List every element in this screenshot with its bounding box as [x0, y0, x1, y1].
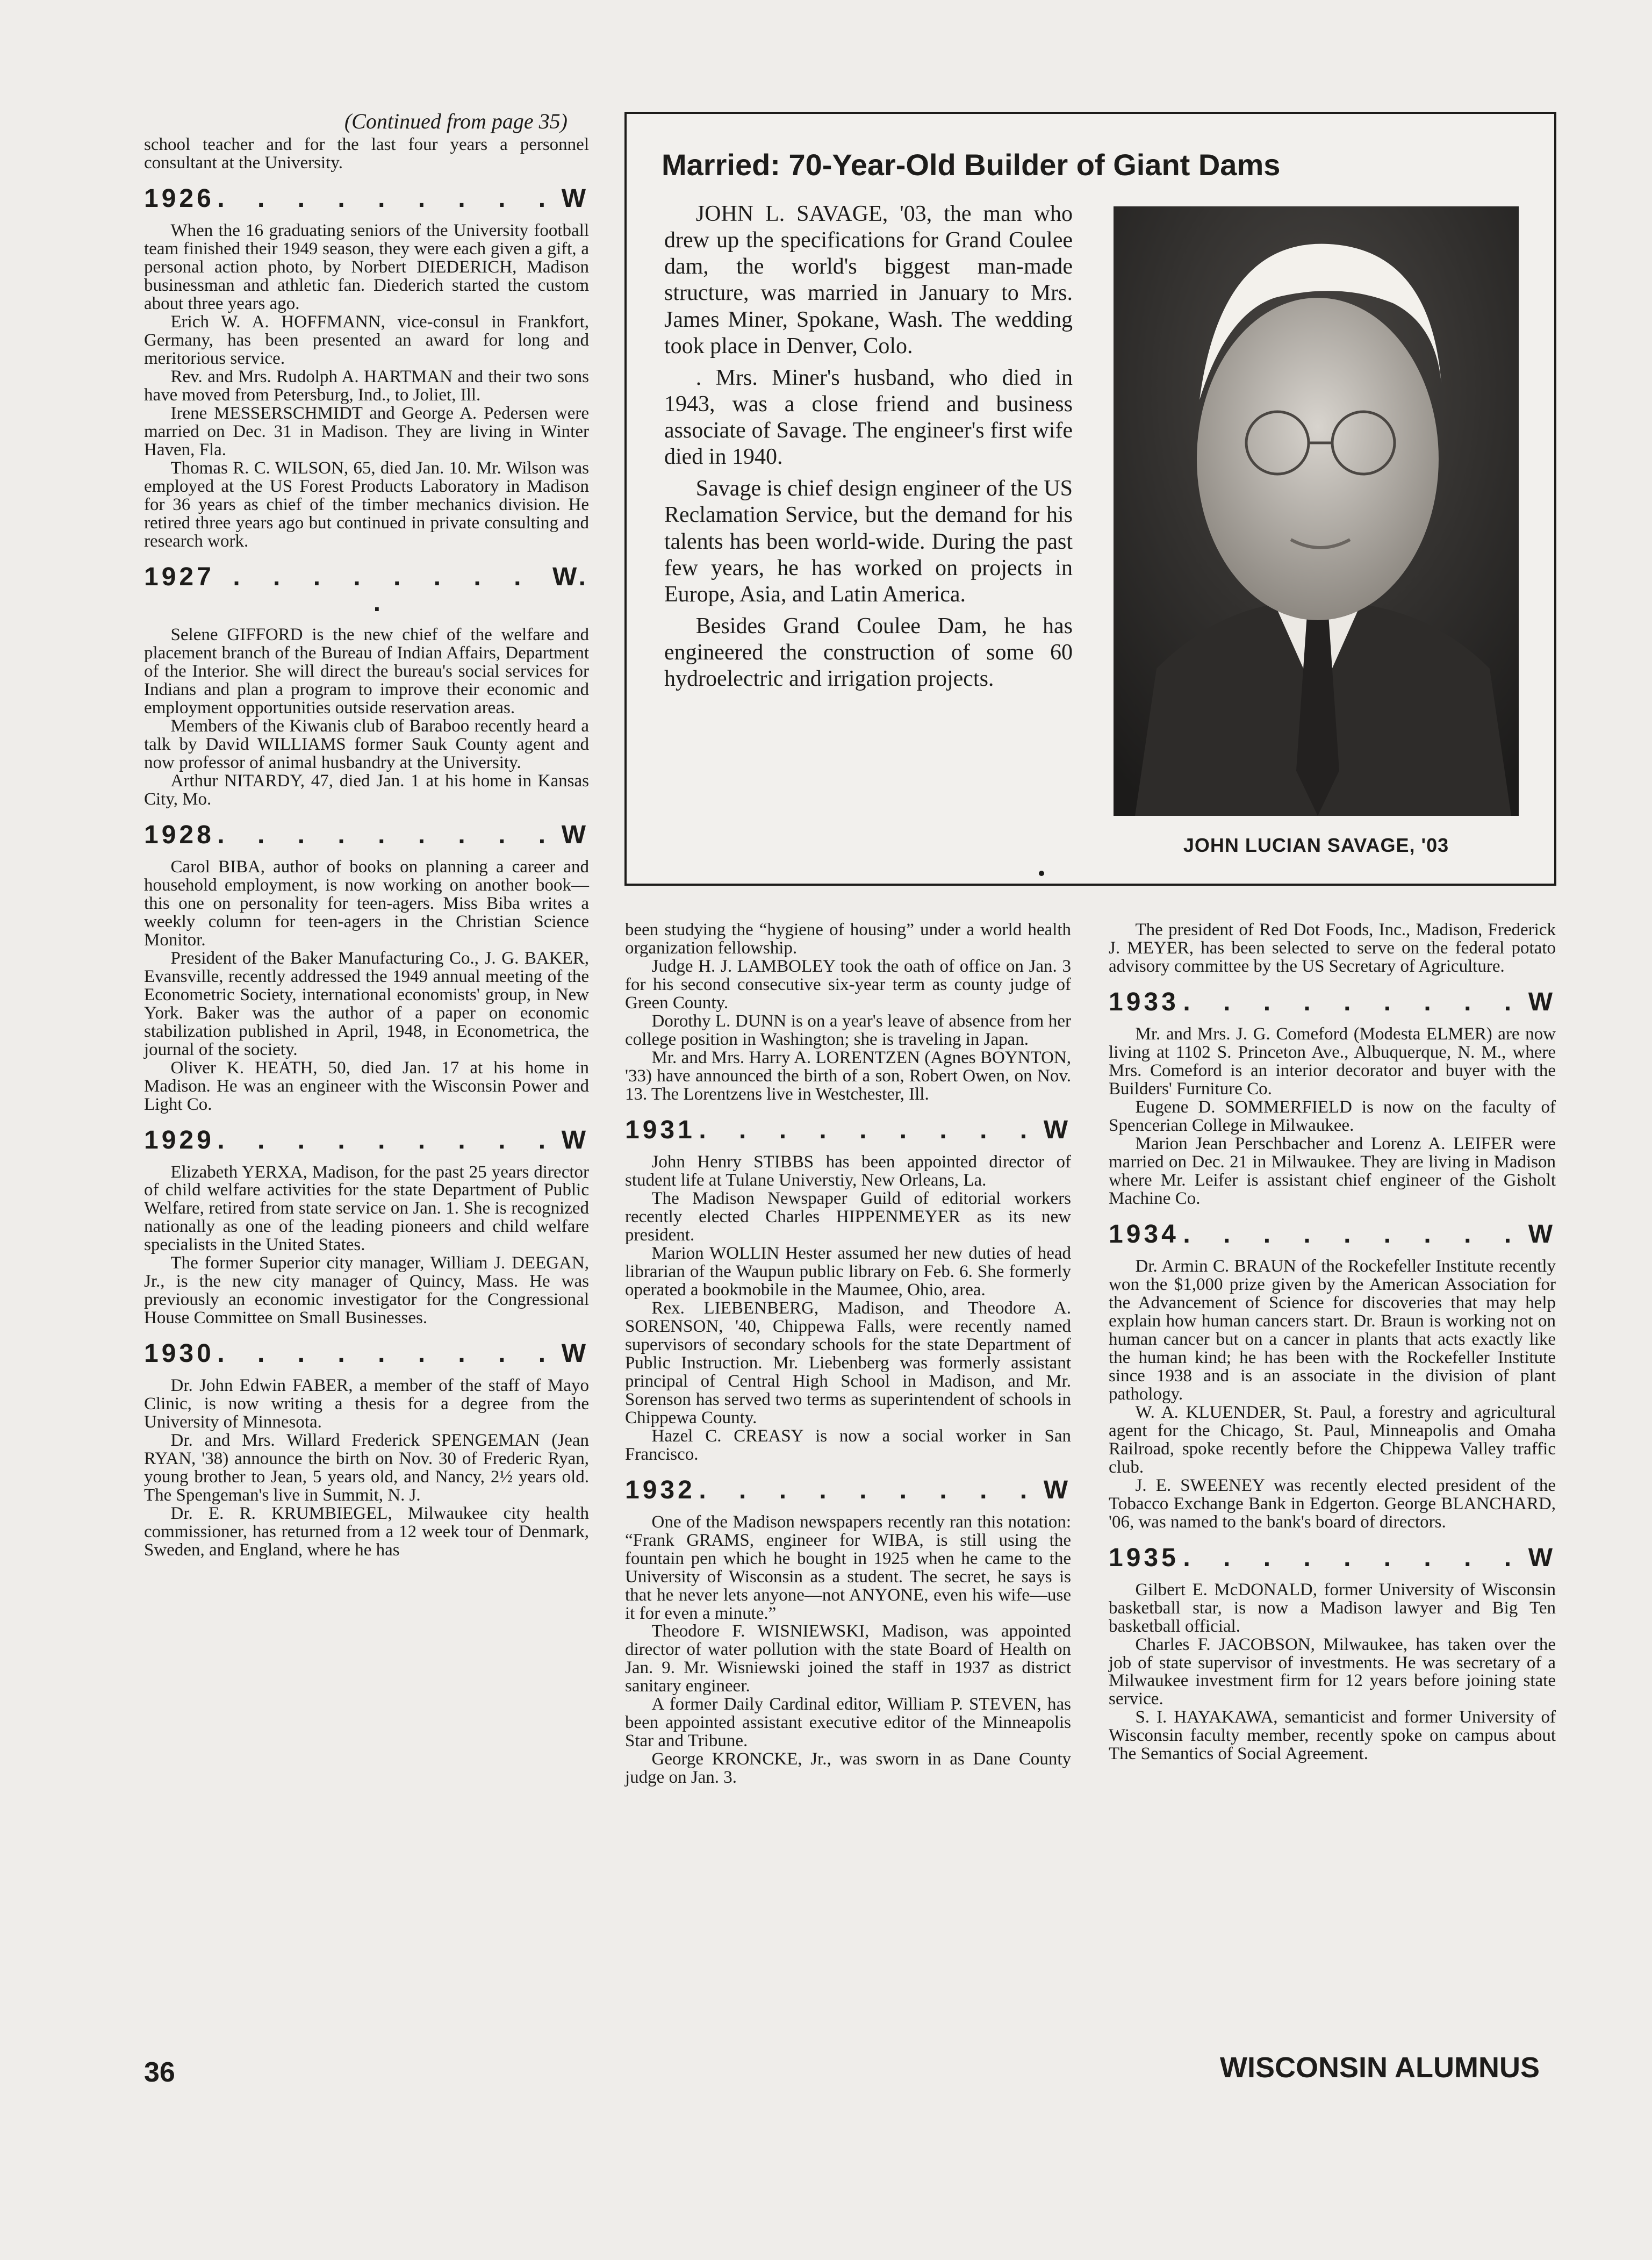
- news-item: Irene MESSERSCHMIDT and George A. Pedersen were married on Dec. 31 in Madison. They are living in Winter Haven, Fla.: [144, 404, 589, 460]
- news-item: Dr. Armin C. BRAUN of the Rockefeller Institute recently won the $1,000 prize given by the American Association for the Advancement of Science for discoveries that may help explain how human cancers start. Dr. Braun is working not on human cancer but on a cancer in plants that acts exactly like the human kind; he has been with the Rockefeller Institute since 1938 and is an associate in the division of plant pathology.: [1109, 1256, 1556, 1404]
- news-item: Marion Jean Perschbacher and Lorenz A. LEIFER were married on Dec. 21 in Milwaukee. They are living in Madison where Mr. Leifer is assistant chief engineer of the Gisholt Machine Co.: [1109, 1133, 1556, 1208]
- feature-paragraph: Savage is chief design engineer of the US Reclamation Service, but the demand for his talents has been world-wide. During the past few years, he has worked on projects in Europe, Asia, and Latin America.: [664, 476, 1073, 607]
- news-item: Mr. and Mrs. Harry A. LORENTZEN (Agnes BOYNTON, '33) have announced the birth of a son, Robert Owen, on Nov. 13. The Lorentzens live in Westchester, Ill.: [625, 1048, 1071, 1104]
- column-2: [625, 921, 1071, 1787]
- news-item: Mr. and Mrs. J. G. Comeford (Modesta ELMER) are now living at 1102 S. Princeton Ave., Albuquerque, N. M., where Mrs. Comeford is an interior decorator and buyer with the Builders' Furniture Co.: [1109, 1024, 1556, 1099]
- continued-note: (Continued from page 35): [344, 109, 568, 133]
- news-item: The president of Red Dot Foods, Inc., Madison, Frederick J. MEYER, has been selected to serve on the federal potato advisory committee by the US Secretary of Agriculture.: [1109, 920, 1556, 976]
- class-1932-heading: 1932 . . . . . . . . . W: [625, 1475, 1071, 1504]
- news-item: S. I. HAYAKAWA, semanticist and former University of Wisconsin faculty member, recently spoke on campus about The Semantics of Social Agreement.: [1109, 1707, 1556, 1764]
- column-1: [144, 110, 589, 1559]
- column-3: [1109, 921, 1556, 1763]
- news-item: Rev. and Mrs. Rudolph A. HARTMAN and their two sons have moved from Petersburg, Ind., to Joliet, Ill.: [144, 367, 589, 405]
- news-item: Judge H. J. LAMBOLEY took the oath of office on Jan. 3 for his second consecutive six-year term as county judge of Green County.: [625, 956, 1071, 1013]
- news-item: Oliver K. HEATH, 50, died Jan. 17 at his home in Madison. He was an engineer with the Wisconsin Power and Light Co.: [144, 1058, 589, 1114]
- class-1929-heading: 1929 . . . . . . . . . W: [144, 1125, 589, 1154]
- class-1926-heading: 1926 . . . . . . . . . W: [144, 184, 589, 213]
- news-item: When the 16 graduating seniors of the University football team finished their 1949 season, they were each given a gift, a personal action photo, by Norbert DIEDERICH, Madison businessman and athletic fan. Diederich started the custom about three years ago.: [144, 221, 589, 314]
- news-item: Theodore F. WISNIEWSKI, Madison, was appointed director of water pollution with the state Board of Health on Jan. 9. Mr. Wisniewski joined the staff in 1937 as district sanitary engineer.: [625, 1622, 1071, 1696]
- news-item: John Henry STIBBS has been appointed director of student life at Tulane Universtiy, New Orleans, La.: [625, 1152, 1071, 1190]
- news-item: Rex. LIEBENBERG, Madison, and Theodore A. SORENSON, '40, Chippewa Falls, were recently named supervisors of secondary schools for the state Department of Public Instruction. Mr. Liebenberg was formerly assistant principal of Central High School in Madison, and Mr. Sorenson has served two terms as superintendent of schools in Chippewa County.: [625, 1298, 1071, 1427]
- class-1928-heading: 1928 . . . . . . . . . W: [144, 820, 589, 849]
- news-item: A former Daily Cardinal editor, William P. STEVEN, has been appointed assistant executive editor of the Minneapolis Star and Tribune.: [625, 1695, 1071, 1751]
- class-1933-heading: 1933 . . . . . . . . . W: [1109, 987, 1556, 1016]
- portrait-illustration: [1114, 206, 1519, 816]
- news-item: Carol BIBA, author of books on planning a career and household employment, is now working on another book—this one on personality for teen-agers. Miss Biba writes a weekly column for teen-agers in the Christian Science Monitor.: [144, 857, 589, 950]
- news-item: Charles F. JACOBSON, Milwaukee, has taken over the job of state supervisor of investments. He was secretary of a Milwaukee investment firm for 12 years before joining state service.: [1109, 1634, 1556, 1709]
- news-item: President of the Baker Manufacturing Co., J. G. BAKER, Evansville, recently addressed the 1949 annual meeting of the Econometric Society, international economists' group, in New York. Baker was the author of a paper on economic stabilization published in April, 1948, in Econometrica, the journal of the society.: [144, 948, 589, 1059]
- news-item: Dr. John Edwin FABER, a member of the staff of Mayo Clinic, is now writing a thesis for a degree from the University of Minnesota.: [144, 1376, 589, 1432]
- news-item: One of the Madison newspapers recently ran this notation: “Frank GRAMS, engineer for WIBA, is still using the fountain pen which he bought in 1925 when he came to the University of Wisconsin as a student. The secret, he says is that he never lets anyone—not ANYONE, even his wife—use it for even a minute.”: [625, 1512, 1071, 1623]
- class-1930-heading: 1930 . . . . . . . . . W: [144, 1339, 589, 1368]
- feature-title: Married: 70-Year-Old Builder of Giant Dams: [662, 148, 1281, 182]
- news-item: W. A. KLUENDER, St. Paul, a forestry and agricultural agent for the Chicago, St. Paul, Minneapolis and Omaha Railroad, spoke recently before the Chippewa Valley traffic club.: [1109, 1402, 1556, 1477]
- news-item: Dr. E. R. KRUMBIEGEL, Milwaukee city health commissioner, has returned from a 12 week tour of Denmark, Sweden, and England, where he has: [144, 1504, 589, 1560]
- feature-paragraph: Besides Grand Coulee Dam, he has engineered the construction of some 60 hydroelectric and irrigation projects.: [664, 613, 1073, 692]
- news-item: Arthur NITARDY, 47, died Jan. 1 at his home in Kansas City, Mo.: [144, 771, 589, 809]
- news-item: Thomas R. C. WILSON, 65, died Jan. 10. Mr. Wilson was employed at the US Forest Products Laboratory in Madison for 36 years as chief of the timber mechanics division. He retired three years ago but continued in private consulting and research work.: [144, 458, 589, 551]
- news-item: Gilbert E. McDONALD, former University of Wisconsin basketball star, is now a Madison lawyer and Big Ten basketball official.: [1109, 1580, 1556, 1636]
- portrait-photo: [1114, 206, 1519, 816]
- news-item: Selene GIFFORD is the new chief of the welfare and placement branch of the Bureau of Indian Affairs, Department of the Interior. She will direct the bureau's social services for Indians and plan a program to improve their economic and employment opportunities outside reservation areas.: [144, 625, 589, 718]
- feature-box: [624, 112, 1556, 886]
- class-1935-heading: 1935 . . . . . . . . . W: [1109, 1543, 1556, 1572]
- news-item: Elizabeth YERXA, Madison, for the past 25 years director of child welfare activities for the state Department of Public Welfare, retired from state service on Jan. 1. She is recognized nationally as one of the leading pioneers and child welfare specialists in the United States.: [144, 1162, 589, 1255]
- feature-text: [664, 201, 1073, 698]
- news-item: Erich W. A. HOFFMANN, vice-consul in Frankfort, Germany, has been presented an award for long and meritorious service.: [144, 312, 589, 369]
- stray-dot: [1039, 871, 1044, 876]
- news-item: been studying the “hygiene of housing” under a world health organization fellowship.: [625, 920, 1071, 958]
- news-item: Dorothy L. DUNN is on a year's leave of absence from her college position in Washington; she is traveling in Japan.: [625, 1011, 1071, 1049]
- news-item: Marion WOLLIN Hester assumed her new duties of head librarian of the Waupun public library on Feb. 6. She formerly operated a bookmobile in the Maumee, Ohio, area.: [625, 1243, 1071, 1300]
- feature-paragraph: JOHN L. SAVAGE, '03, the man who drew up the specifications for Grand Coulee dam, the world's biggest man-made structure, was married in January to Mrs. James Miner, Spokane, Wash. The wedding took place in Denver, Colo.: [664, 202, 1073, 358]
- news-item: Eugene D. SOMMERFIELD is now on the faculty of Spencerian College in Milwaukee.: [1109, 1097, 1556, 1135]
- news-item: Dr. and Mrs. Willard Frederick SPENGEMAN (Jean RYAN, '38) announce the birth on Nov. 30 of Frederic Ryan, young brother to Jean, 5 years old, and Nancy, 2½ years old. The Spengeman's live in Summit, N. J.: [144, 1431, 589, 1505]
- photo-caption: JOHN LUCIAN SAVAGE, '03: [1183, 834, 1449, 856]
- class-1931-heading: 1931 . . . . . . . . . W: [625, 1115, 1071, 1144]
- news-item: The former Superior city manager, William J. DEEGAN, Jr., is the new city manager of Quincy, Mass. He was previously an economic investigator for the Congressional House Committee on Small Businesses.: [144, 1253, 589, 1328]
- feature-paragraph: . Mrs. Miner's husband, who died in 1943, was a close friend and business associate of Savage. The engineer's first wife died in 1940.: [664, 365, 1073, 470]
- magazine-name: WISCONSIN ALUMNUS: [1220, 2051, 1540, 2084]
- news-item: J. E. SWEENEY was recently elected president of the Tobacco Exchange Bank in Edgerton. George BLANCHARD, '06, was named to the bank's board of directors.: [1109, 1475, 1556, 1532]
- news-item: Members of the Kiwanis club of Baraboo recently heard a talk by David WILLIAMS former Sauk County agent and now professor of animal husbandry at the University.: [144, 716, 589, 772]
- class-1934-heading: 1934 . . . . . . . . . W: [1109, 1219, 1556, 1249]
- news-item: The Madison Newspaper Guild of editorial workers recently elected Charles HIPPENMEYER as its new president.: [625, 1188, 1071, 1245]
- news-item: George KRONCKE, Jr., was sworn in as Dane County judge on Jan. 3.: [625, 1749, 1071, 1788]
- news-item: Hazel C. CREASY is now a social worker in San Francisco.: [625, 1426, 1071, 1464]
- class-1927-heading: 1927 . . . . . . . . . W.: [144, 562, 589, 617]
- page-number: 36: [144, 2057, 175, 2088]
- col1-intro: school teacher and for the last four years a personnel consultant at the University.: [144, 135, 589, 173]
